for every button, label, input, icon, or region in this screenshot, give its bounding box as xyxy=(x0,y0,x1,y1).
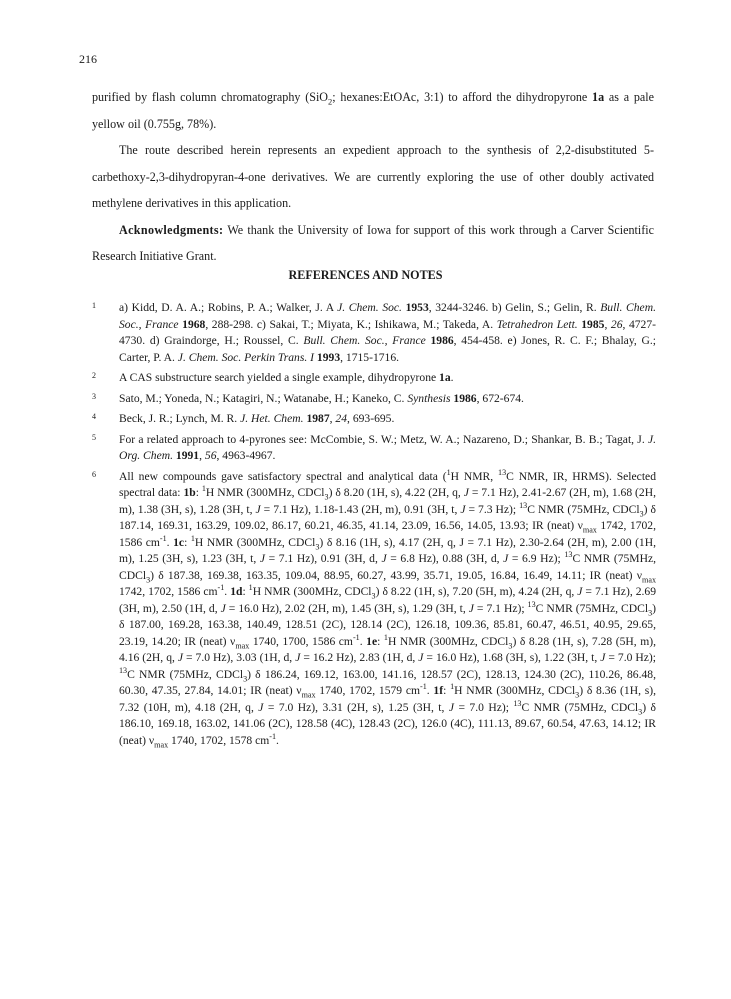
body-text xyxy=(92,84,654,270)
reference-item xyxy=(92,370,656,387)
reference-text: A CAS substructure search yielded a single example, dihydropyrone 1a. xyxy=(119,371,454,384)
paragraph-procedure: purified by flash column chromatography (SiO$_2$; hexanes:EtOAc, 3:1) to afford the dihydropyrone 1a as a pale yellow oil (0.755g, 78%). xyxy=(92,90,654,131)
reference-text: All new compounds gave satisfactory spectral and analytical data ($^1$H NMR, $^{13}$C NMR, IR, HRMS). Selected spectral data: 1b: $^1$H NMR (300MHz, CDCl$_3$) δ 8.20 (1H, s), 4.22 (2H, q, J = 7.1 Hz), 2.41-2.67 (2H, m), 1.68 (2H, m), 1.38 (3H, s), 1.28 (3H, t, J = 7.1 Hz), 1.18-1.43 (2H, m), 0.91 (3H, t, J = 7.3 Hz); $^{13}$C NMR (75MHz, CDCl$_3$) δ 187.14, 169.31, 163.29, 109.02, 86.17, 60.21, 46.35, 41.14, 23.09, 16.56, 14.05, 13.93; IR (neat) $\nu_{max}$ 1742, 1702, 1586 $cm^{-1}$. 1c: $^1$H NMR (300MHz, CDCl$_3$) δ 8.16 (1H, s), 4.17 (2H, q, J = 7.1 Hz), 2.30-2.64 (2H, m), 2.00 (1H, m), 1.25 (3H, s), 1.23 (3H, t, J = 7.1 Hz), 0.91 (3H, d, J = 6.8 Hz), 0.88 (3H, d, J = 6.9 Hz); $^{13}$C NMR (75MHz, CDCl$_3$) δ 187.38, 169.38, 163.35, 109.04, 88.95, 60.27, 43.99, 35.71, 19.05, 16.84, 16.49, 14.11; IR (neat) $\nu_{max}$ 1742, 1702, 1586 $cm^{-1}$. 1d: $^1$H NMR (300MHz, CDCl$_3$) δ 8.22 (1H, s), 7.20 (5H, m), 4.24 (2H, q, J = 7.1 Hz), 2.69 (3H, m), 2.50 (1H, d, J = 16.0 Hz), 2.02 (2H, m), 1.45 (3H, s), 1.29 (3H, t, J = 7.1 Hz); $^{13}$C NMR (75MHz, CDCl$_3$) δ 187.00, 169.28, 163.38, 140.49, 128.51 (2C), 128.14 (2C), 126.18, 109.36, 85.81, 60.47, 46.51, 40.95, 29.65, 23.19, 14.20; IR (neat) $\nu_{max}$ 1740, 1700, 1586 $cm^{-1}$. 1e: $^1$H NMR (300MHz, CDCl$_3$) δ 8.28 (1H, s), 7.28 (5H, m), 4.16 (2H, q, J = 7.0 Hz), 3.03 (1H, d, J = 16.2 Hz), 2.83 (1H, d, J = 16.0 Hz), 1.68 (3H, s), 1.22 (3H, t, J = 7.0 Hz); $^{13}$C NMR (75MHz, CDCl$_3$) δ 186.24, 169.12, 163.00, 141.16, 128.57 (2C), 128.13, 124.30 (2C), 110.26, 86.48, 60.30, 47.35, 27.84, 14.01; IR (neat) $\nu_{max}$ 1740, 1702, 1579 $cm^{-1}$. 1f: $^1$H NMR (300MHz, CDCl$_3$) δ 8.36 (1H, s), 7.32 (10H, m), 4.18 (2H, q, J = 7.0 Hz), 3.31 (2H, s), 1.25 (3H, t, J = 7.0 Hz); $^{13}$C NMR (75MHz, CDCl$_3$) δ 186.10, 169.18, 163.02, 141.06 (2C), 128.58 (4C), 128.43 (2C), 126.0 (4C), 111.13, 89.67, 60.54, 47.63, 14.12; IR (neat) $\nu_{max}$ 1740, 1702, 1578 $cm^{-1}$. xyxy=(119,467,657,749)
acknowledgments-text: We thank the University of Iowa for support of this work through a Carver Scientific Research Initiative Grant. xyxy=(92,222,654,263)
reference-number: 6 xyxy=(92,469,96,479)
reference-text: a) Kidd, D. A. A.; Robins, P. A.; Walker, J. A J. Chem. Soc. 1953, 3244-3246. b) Gelin, S.; Gelin, R. Bull. Chem. Soc., France 1968, 288-298. c) Sakai, T.; Miyata, K.; Ishikawa, M.; Takeda, A. Tetrahedron Lett. 1985, 26, 4727-4730. d) Graindorge, H.; Roussel, C. Bull. Chem. Soc., France 1986, 454-458. e) Jones, R. C. F.; Bhalay, G.; Carter, P. A. J. Chem. Soc. Perkin Trans. I 1993, 1715-1716. xyxy=(119,301,657,364)
reference-item xyxy=(92,391,656,408)
paragraph-conclusion: The route described herein represents an expedient approach to the synthesis of 2,2-disubstituted 5-carbethoxy-2,3-dihydropyran-4-one derivatives. We are currently exploring the use of other doubly activated methylene derivatives in this application. xyxy=(92,143,654,210)
reference-item xyxy=(92,300,656,366)
reference-item xyxy=(92,411,656,428)
page-number: 216 xyxy=(79,52,97,66)
acknowledgments-heading: Acknowledgments: xyxy=(119,222,224,237)
references-title: REFERENCES AND NOTES xyxy=(288,268,443,282)
reference-number: 2 xyxy=(92,371,96,380)
reference-number: 3 xyxy=(92,391,96,401)
reference-number: 4 xyxy=(92,412,96,421)
reference-number: 1 xyxy=(92,301,96,310)
compound-label: 1a xyxy=(592,90,605,104)
reference-text: For a related approach to 4-pyrones see: McCombie, S. W.; Metz, W. A.; Nazareno, D.; Shankar, B. B.; Tagat, J. J. Org. Chem. 1991, 56, 4963-4967. xyxy=(119,432,656,462)
reference-item xyxy=(92,432,656,465)
reference-text: Beck, J. R.; Lynch, M. R. J. Het. Chem. 1987, 24, 693-695. xyxy=(119,412,395,425)
reference-item xyxy=(92,469,656,750)
reference-text: Sato, M.; Yoneda, N.; Katagiri, N.; Watanabe, H.; Kaneko, C. Synthesis 1986, 672-674. xyxy=(119,391,524,405)
references-list xyxy=(92,300,656,753)
acknowledgments xyxy=(92,217,654,270)
reference-number: 5 xyxy=(92,432,96,442)
